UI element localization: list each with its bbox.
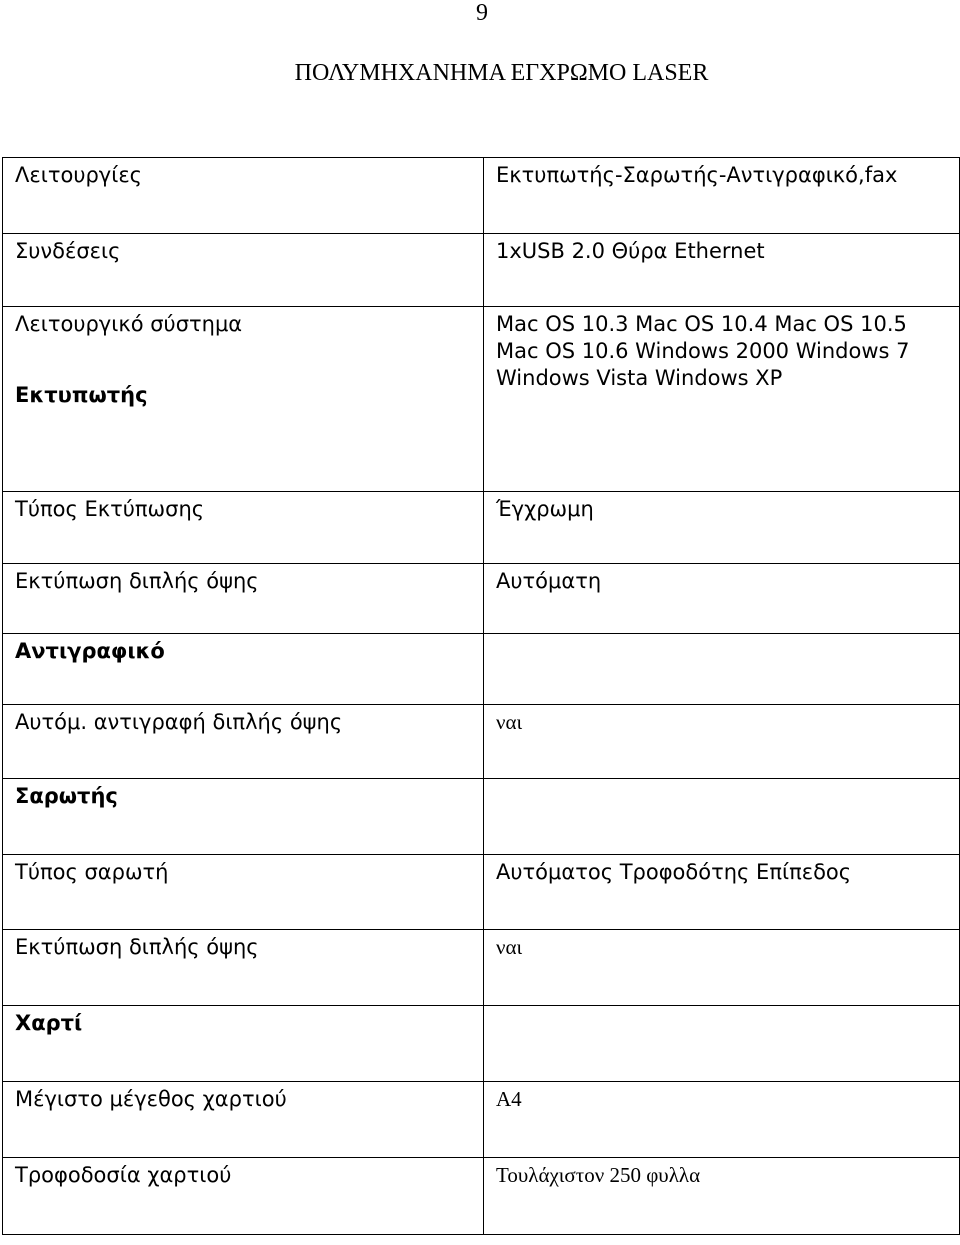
empty-cell: [484, 779, 960, 855]
section-heading-scanner: Σαρωτής: [3, 779, 484, 855]
table-row: [3, 564, 960, 634]
table-row: [3, 234, 960, 307]
row-value: Αυτόματος Τροφοδότης Επίπεδος: [484, 855, 960, 930]
section-heading-copier: Αντιγραφικό: [3, 634, 484, 705]
table-row: [3, 307, 960, 492]
row-label: Λειτουργίες: [3, 158, 484, 234]
row-label: Τύπος Εκτύπωσης: [3, 492, 484, 564]
row-value: Εκτυπωτής-Σαρωτής-Αντιγραφικό,fax: [484, 158, 960, 234]
page-title: ΠΟΛΥΜΗΧΑΝΗΜΑ ΕΓΧΡΩΜΟ LASER: [294, 60, 709, 86]
table-row: [3, 1006, 960, 1082]
row-label: Εκτύπωση διπλής όψης: [3, 930, 484, 1006]
row-value: Έγχρωμη: [484, 492, 960, 564]
row-label-with-section: [3, 307, 484, 492]
spec-table: [2, 157, 960, 1235]
table-row: [3, 492, 960, 564]
table-row: [3, 158, 960, 234]
table-row: [3, 779, 960, 855]
row-value: 1xUSB 2.0 Θύρα Ethernet: [484, 234, 960, 307]
section-heading-paper: Χαρτί: [3, 1006, 484, 1082]
page-number: 9: [476, 0, 488, 26]
table-row: [3, 1082, 960, 1158]
table-row: [3, 1158, 960, 1235]
row-label: Συνδέσεις: [3, 234, 484, 307]
table-row: [3, 930, 960, 1006]
row-value: Αυτόματη: [484, 564, 960, 634]
row-label: Εκτύπωση διπλής όψης: [3, 564, 484, 634]
table-row: [3, 855, 960, 930]
section-heading-printer: Εκτυπωτής: [15, 383, 148, 407]
row-value: ναι: [484, 930, 960, 1006]
row-value: Τουλάχιστον 250 φυλλα: [484, 1158, 960, 1235]
row-label: Τύπος σαρωτή: [3, 855, 484, 930]
row-label: Μέγιστο μέγεθος χαρτιού: [3, 1082, 484, 1158]
row-value-os: Mac OS 10.3 Mac OS 10.4 Mac OS 10.5 Mac OS 10.6 Windows 2000 Windows 7 Windows Vista Windows XP: [484, 307, 960, 492]
row-value: ναι: [484, 705, 960, 779]
empty-cell: [484, 634, 960, 705]
table-row: [3, 634, 960, 705]
empty-cell: [484, 1006, 960, 1082]
row-label: Αυτόμ. αντιγραφή διπλής όψης: [3, 705, 484, 779]
row-value: A4: [484, 1082, 960, 1158]
table-row: [3, 705, 960, 779]
row-label: Τροφοδοσία χαρτιού: [3, 1158, 484, 1235]
os-label: Λειτουργικό σύστημα: [15, 312, 243, 336]
